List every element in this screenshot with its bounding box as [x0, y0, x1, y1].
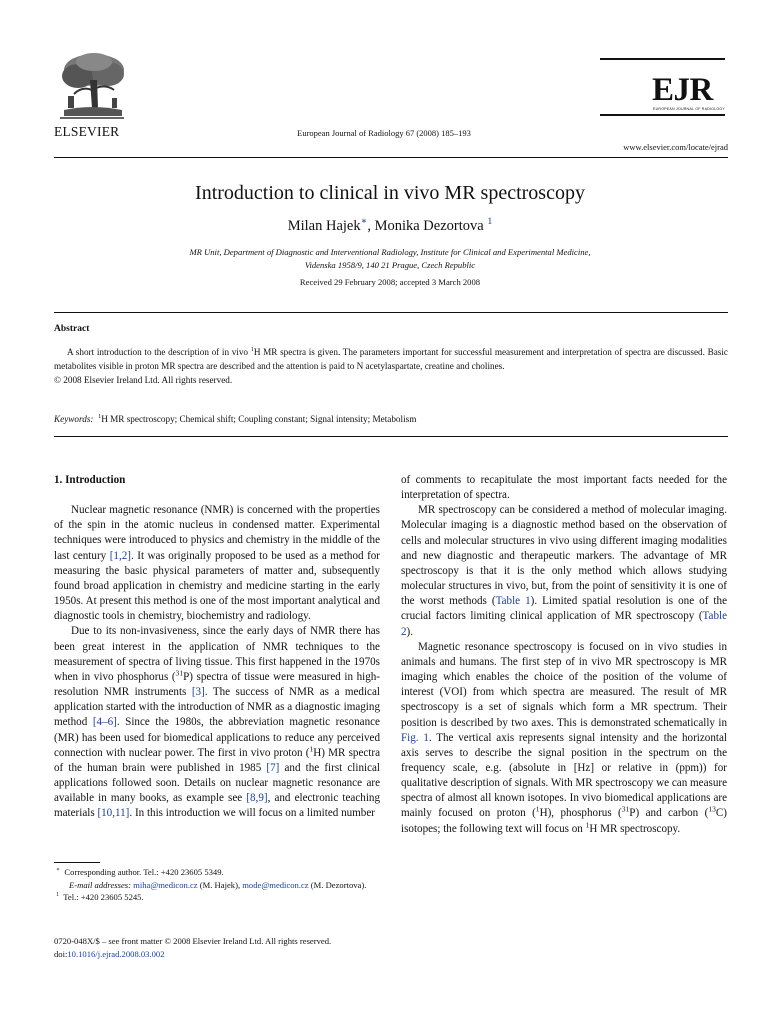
author-separator: ,	[367, 218, 375, 234]
p1-text-b: . It was originally proposed to be used as a method for measuring the basic physical parameters of matter and, subsequently found broad application in chemistry and medicine starting in the early 1950s. At present this method is one of the most important analytical and diagnostic tools in chemistry, biochemistry and radiology.	[54, 549, 380, 623]
p1-text-a: Nuclear magnetic resonance (NMR) is concerned with the properties of the spin in the atomic nucleus in condensed matter. Experimental techniques were introduced to physics and chemistry in the middle of the last century	[54, 504, 380, 562]
logo-rule-top	[600, 58, 725, 60]
p4-sup-3: 13	[708, 804, 716, 814]
issn-line: 0720-048X/$ – see front matter © 2008 Elsevier Ireland Ltd. All rights reserved.	[54, 936, 332, 946]
p2-sup-1: 31	[175, 668, 184, 678]
journal-logo	[600, 58, 725, 116]
footnote-emails	[54, 879, 380, 892]
email-link-1[interactable]: miha@medicon.cz	[133, 879, 198, 890]
paragraph-2-continued	[401, 473, 727, 503]
table-link[interactable]: Table 2	[401, 610, 727, 638]
paragraph-4	[401, 640, 727, 837]
p2-text-g: , and electronic teaching materials	[54, 792, 380, 820]
paragraph-3	[401, 503, 727, 639]
p2-text-f: and the first clinical applications followed soon. Details on nuclear magnetic resonance are available in many books, as example see	[54, 761, 381, 805]
p2-text-e: H) MR spectra of the human brain were published in 1985	[54, 746, 380, 774]
email-link-2[interactable]: mode@medicon.cz	[242, 879, 309, 890]
email-name-1: (M. Hajek),	[197, 879, 243, 890]
footnote-one: 1	[56, 892, 60, 899]
p2-text-c: . The success of NMR as a medical application started with the introduction of NMR as a diagnostic imaging method	[54, 686, 380, 729]
citation-link[interactable]: [4–6]	[92, 716, 117, 729]
abstract-body	[54, 346, 728, 387]
author-2-mark[interactable]: 1	[487, 216, 493, 228]
section-heading: 1. Introduction	[54, 474, 126, 486]
p2-text-a: Due to its non-invasiveness, since the early days of NMR there has been great interest in the application of NMR techniques to the measurement of spectra of living tissue. This first happened in the 1970s when in vivo phosphorus (	[54, 625, 380, 683]
citation-link[interactable]: [8,9]	[246, 792, 268, 805]
elsevier-tree-logo	[56, 50, 128, 124]
citation-link[interactable]: [10,11]	[97, 807, 130, 820]
journal-logo-subtitle: EUROPEAN JOURNAL OF RADIOLOGY	[653, 107, 725, 111]
p2-sup-2: 1	[309, 743, 314, 753]
author-1: Milan Hajek	[287, 218, 361, 234]
abstract-heading: Abstract	[54, 324, 90, 334]
logo-rule-bottom	[600, 114, 725, 116]
p4-text-d: P) and carbon (	[629, 807, 709, 820]
footnote-tel	[54, 891, 380, 904]
p4-text-e: C) isotopes; the following text will focus on	[401, 807, 727, 835]
keywords	[54, 414, 416, 424]
affiliation	[0, 246, 768, 273]
footnote-rule	[54, 862, 100, 863]
abstract-text-2: H MR spectra is given. The parameters important for successful measurement and interpretation of spectra are discussed. Basic metabolites visible in proton MR spectra are described and the attention is paid to N acetylaspartate, creatine and cholines.	[54, 347, 729, 371]
p2-continued-text: of comments to recapitulate the most important facts needed for the interpretation of spectra.	[401, 474, 727, 502]
article-title: Introduction to clinical in vivo MR spectroscopy	[195, 182, 585, 204]
journal-reference: European Journal of Radiology 67 (2008) 185–193	[297, 128, 471, 138]
p4-text-c: H), phosphorus (	[539, 807, 622, 820]
p3-text-c: ).	[406, 625, 414, 638]
p4-text-a: Magnetic resonance spectroscopy is focused on in vivo studies in animals and humans. The first step of in vivo MR spectroscopy is MR imaging which enables the choice of the position of the volume of interest (VOI) from which spectra are measured. The result of MR spectroscopy is a set of signals which form a MR spectrum. Their position is described by two axes. This is demonstrated schematically in	[401, 640, 727, 729]
front-matter	[54, 935, 331, 961]
doi-label: doi:	[54, 948, 68, 959]
author-2: Monika Dezortova	[374, 218, 484, 234]
author-1-mark[interactable]: ∗	[360, 216, 368, 228]
abstract-bottom-divider	[54, 436, 728, 437]
p2-text-h: . In this introduction we will focus on a limited number	[129, 807, 375, 820]
p2-text-d: . Since the 1980s, the abbreviation magnetic resonance (MR) has been used for biomedical applications to reduce any perceived connection with nuclear power. The first in vivo proton (	[54, 716, 380, 759]
p4-sup-1: 1	[535, 804, 540, 814]
p4-text-b: . The vertical axis represents signal intensity and the horizontal axis serves to describe the signal position in the spectrum on the frequency scale, e.g. (absolute in [Hz] or relative in (ppm)) for qualitative description of signals. With MR spectroscopy we can measure spectra of almost all known isotopes. In vivo biomedical applications are mainly focused on proton (	[401, 731, 727, 820]
p3-text-a: MR spectroscopy can be considered a method of molecular imaging. Molecular imaging is a diagnostic method based on the observation of cells and molecular structures in vivo using different imaging modalities and new diagnostic and therapeutic markers. The advantage of MR spectroscopy is that it is the only method which allows studying molecular structures in vivo, but, from the point of sensitivity it is one of the worst methods (	[401, 504, 727, 608]
footnotes	[54, 866, 380, 904]
authors	[0, 218, 768, 235]
keywords-label: Keywords:	[54, 414, 94, 424]
citation-link[interactable]: [3]	[191, 686, 205, 699]
journal-url[interactable]: www.elsevier.com/locate/ejrad	[623, 142, 728, 152]
figure-link[interactable]: Fig. 1	[401, 731, 429, 744]
footnote-corresponding-text: Corresponding author. Tel.: +420 23605 5349.	[64, 867, 224, 877]
doi-link[interactable]: 10.1016/j.ejrad.2008.03.002	[67, 948, 165, 959]
body-column-left	[54, 473, 380, 821]
table-link[interactable]: Table 1	[495, 595, 531, 608]
journal-logo-text: EJR	[652, 72, 713, 108]
email-name-2: (M. Dezortova).	[308, 879, 367, 890]
p4-sup-4: 1	[585, 819, 590, 829]
paragraph-1	[54, 503, 380, 624]
paragraph-2	[54, 624, 380, 821]
citation-link[interactable]: [7]	[266, 761, 280, 774]
doi-line	[54, 948, 331, 961]
affiliation-line-2: Videnska 1958/9, 140 21 Prague, Czech Republic	[304, 260, 476, 271]
footnote-tel-text: Tel.: +420 23605 5245.	[63, 892, 144, 902]
p3-text-b: ). Limited spatial resolution is one of the crucial factors limiting clinical application of MR spectroscopy (	[401, 595, 727, 623]
abstract-sup: 1	[250, 345, 254, 353]
affiliation-line-1: MR Unit, Department of Diagnostic and Interventional Radiology, Institute for Clinical and Experimental Medicine,	[189, 247, 591, 257]
p2-text-b: P) spectra of tissue were measured in high-resolution NMR instruments	[54, 670, 381, 699]
abstract-top-divider	[54, 312, 728, 313]
footnote-corresponding	[54, 866, 380, 879]
email-label: E-mail addresses:	[69, 879, 131, 890]
received-dates: Received 29 February 2008; accepted 3 March 2008	[299, 277, 481, 287]
publisher-name: ELSEVIER	[54, 124, 120, 139]
citation-link[interactable]: [1,2]	[109, 549, 131, 562]
header-divider	[54, 157, 728, 158]
keywords-list: H MR spectroscopy; Chemical shift; Coupling constant; Signal intensity; Metabolism	[101, 414, 417, 424]
p4-text-f: H MR spectroscopy.	[589, 822, 681, 835]
abstract-paragraph	[54, 346, 728, 374]
abstract-text-1: A short introduction to the description of in vivo	[67, 347, 251, 357]
footnote-star: ∗	[56, 867, 61, 874]
body-column-right	[401, 473, 727, 837]
abstract-copyright: © 2008 Elsevier Ireland Ltd. All rights reserved.	[54, 374, 233, 385]
p4-sup-2: 31	[621, 804, 630, 814]
keywords-sup: 1	[98, 412, 102, 420]
